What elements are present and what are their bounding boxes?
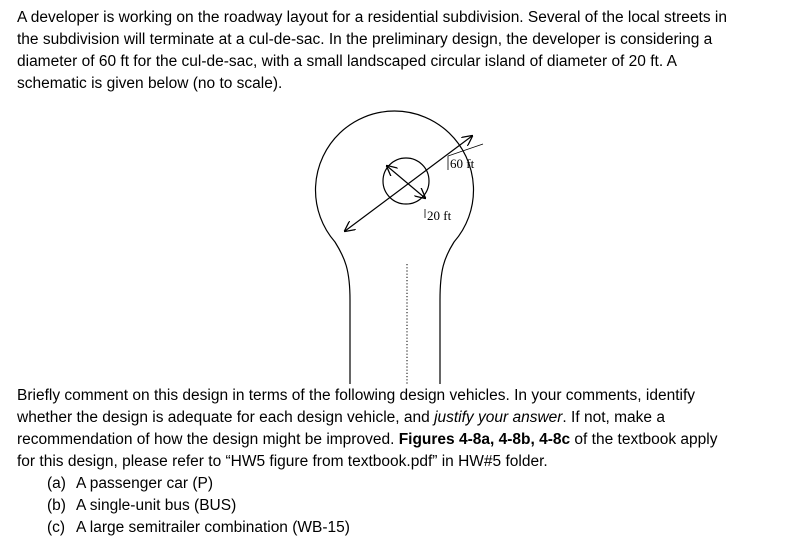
emphasis-text: justify your answer <box>434 409 563 426</box>
option-text: A large semitrailer combination (WB-15) <box>76 519 350 536</box>
question-text: . If not, make a <box>562 409 665 426</box>
option-letter: (a) <box>47 475 66 492</box>
question-text: whether the design is adequate for each design vehicle, and <box>17 409 435 426</box>
option-item <box>47 495 236 517</box>
intro-line: A developer is working on the roadway layout for a residential subdivision. Several of the local streets in <box>17 9 727 26</box>
intro-line: the subdivision will terminate at a cul-de-sac. In the preliminary design, the developer is considering a <box>17 31 713 48</box>
intro-line: schematic is given below (no to scale). <box>17 75 283 92</box>
question-line: for this design, please refer to “HW5 figure from textbook.pdf” in HW#5 folder. <box>17 453 548 470</box>
island-diameter-label: 20 ft <box>427 208 452 223</box>
intro-line: diameter of 60 ft for the cul-de-sac, with a small landscaped circular island of diameter of 20 ft. A <box>17 53 677 70</box>
option-item <box>47 517 350 539</box>
question-text: of the textbook apply <box>570 431 718 448</box>
figure-reference: Figures 4-8a, 4-8b, 4-8c <box>398 431 571 448</box>
option-item <box>47 473 213 495</box>
question-paragraph <box>17 385 803 473</box>
question-text: recommendation of how the design might be improved. <box>17 431 399 448</box>
option-text: A single-unit bus (BUS) <box>76 497 237 514</box>
option-text: A passenger car (P) <box>76 475 213 492</box>
option-letter: (b) <box>47 497 66 514</box>
outer-diameter-label: 60 ft <box>450 156 475 171</box>
island-diameter-dimension <box>387 166 425 198</box>
question-line: Briefly comment on this design in terms of the following design vehicles. In your comments, identify <box>17 387 696 404</box>
question-line <box>17 429 803 451</box>
question-line <box>17 407 803 429</box>
option-letter: (c) <box>47 519 66 536</box>
